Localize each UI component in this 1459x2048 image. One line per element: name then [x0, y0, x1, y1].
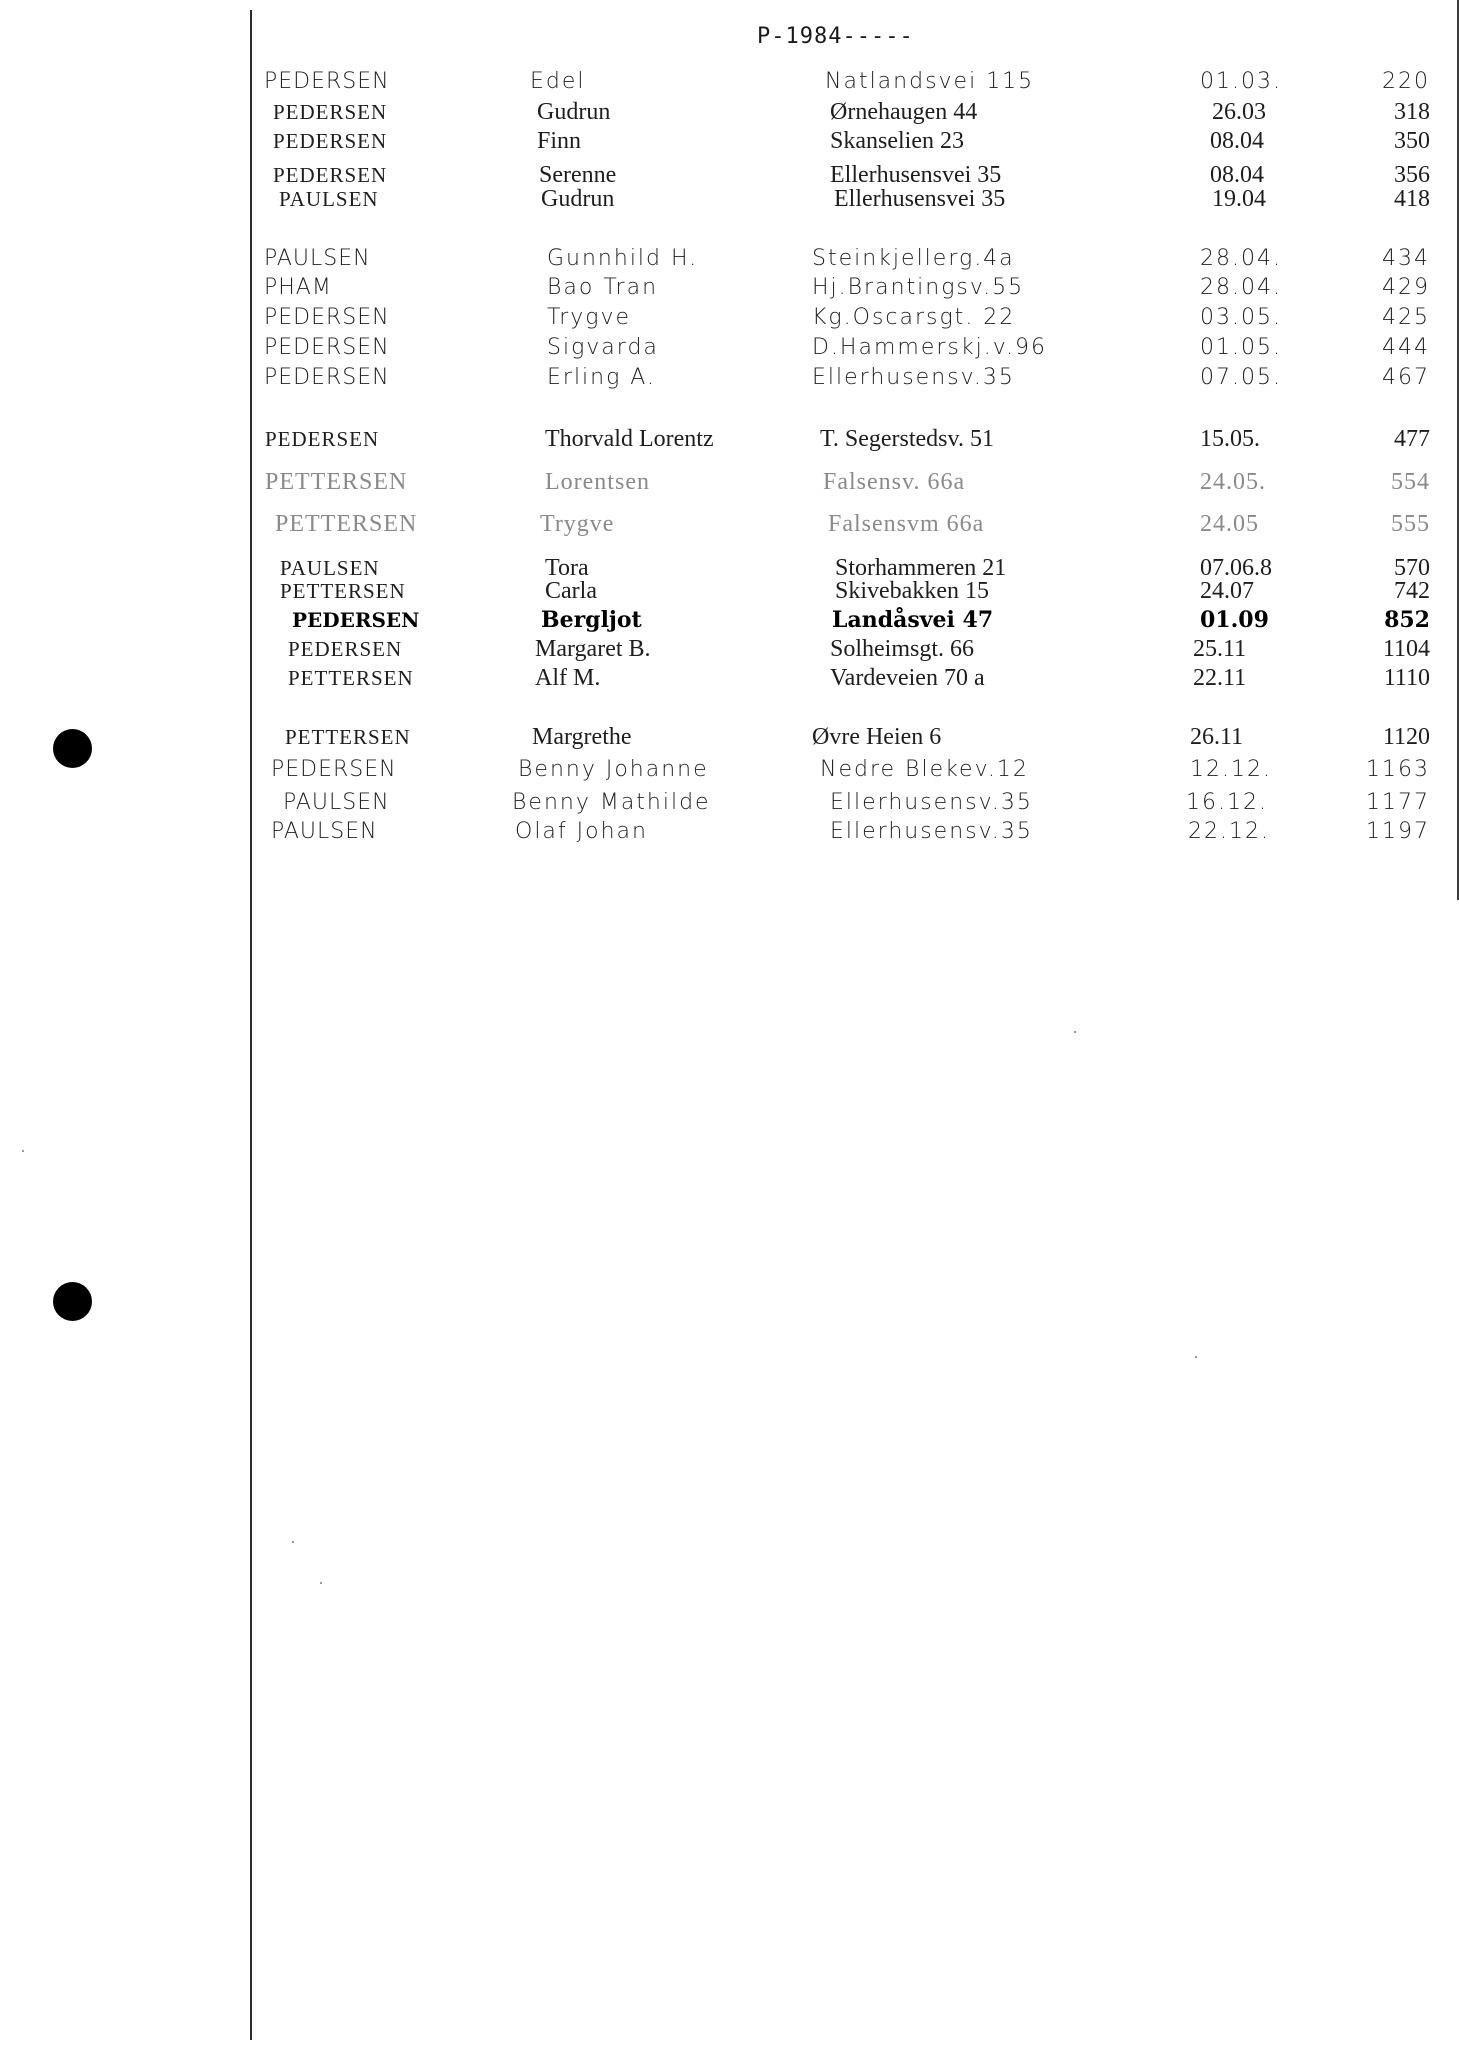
surname-cell: PEDERSEN	[264, 335, 390, 360]
surname-cell: PETTERSEN	[265, 469, 408, 495]
number-cell: 1120	[1382, 724, 1430, 750]
address-cell: Ellerhusensvei 35	[830, 162, 1002, 188]
paper-speck	[22, 1150, 24, 1152]
table-row	[0, 424, 1459, 454]
date-cell: 08.04	[1210, 162, 1264, 188]
address-cell: Solheimsgt. 66	[830, 636, 975, 662]
date-cell: 07.06.8	[1200, 555, 1272, 581]
given-name-cell: Edel	[530, 69, 586, 94]
date-cell: 26.03	[1212, 99, 1266, 125]
surname-cell: PEDERSEN	[273, 100, 388, 124]
table-row	[0, 576, 1459, 606]
given-name-cell: Alf M.	[535, 665, 601, 691]
given-name-cell: Margrethe	[532, 724, 632, 750]
address-cell: D.Hammerskj.v.96	[812, 335, 1048, 360]
given-name-cell: Bao Tran	[547, 275, 659, 300]
table-row	[0, 244, 1459, 274]
address-cell: Steinkjellerg.4a	[812, 246, 1015, 271]
paper-speck	[320, 1582, 322, 1584]
date-cell: 08.04	[1210, 128, 1264, 154]
surname-cell: PETTERSEN	[280, 579, 406, 603]
number-cell: 350	[1394, 128, 1430, 154]
paper-speck	[1195, 1356, 1197, 1358]
date-cell: 01.05.	[1200, 335, 1282, 360]
table-row	[0, 303, 1459, 333]
address-cell: Hj.Brantingsv.55	[812, 275, 1025, 300]
surname-cell: PEDERSEN	[264, 69, 390, 94]
number-cell: 742	[1394, 578, 1430, 604]
table-row	[0, 273, 1459, 303]
table-row	[0, 634, 1459, 664]
surname-cell: PETTERSEN	[288, 666, 414, 690]
table-row	[0, 363, 1459, 393]
table-row	[0, 126, 1459, 156]
address-cell: Skanselien 23	[830, 128, 964, 154]
table-row	[0, 817, 1459, 847]
address-cell: Ellerhusensv.35	[830, 819, 1033, 844]
surname-cell: PAULSEN	[264, 246, 371, 271]
given-name-cell: Carla	[545, 578, 597, 604]
given-name-cell: Lorentsen	[545, 469, 650, 495]
date-cell: 24.05	[1200, 511, 1259, 537]
table-row	[0, 97, 1459, 127]
surname-cell: PAULSEN	[280, 556, 380, 580]
table-row	[0, 467, 1459, 497]
surname-cell: PEDERSEN	[265, 427, 380, 451]
surname-cell: PETTERSEN	[275, 511, 418, 537]
table-row	[0, 333, 1459, 363]
number-cell: 555	[1391, 511, 1430, 537]
address-cell: T. Segerstedsv. 51	[820, 426, 994, 452]
surname-cell: PEDERSEN	[264, 365, 390, 390]
date-cell: 19.04	[1212, 186, 1266, 212]
date-cell: 01.03.	[1200, 69, 1282, 94]
given-name-cell: Thorvald Lorentz	[545, 426, 714, 452]
number-cell: 425	[1382, 305, 1430, 330]
surname-cell: PEDERSEN	[271, 757, 397, 782]
given-name-cell: Bergljot	[541, 607, 642, 633]
surname-cell: PEDERSEN	[273, 163, 388, 187]
given-name-cell: Erling A.	[547, 365, 656, 390]
punch-hole-bottom	[53, 1282, 92, 1321]
surname-cell: PAULSEN	[283, 790, 390, 815]
number-cell: 220	[1382, 69, 1430, 94]
date-cell: 16.12.	[1186, 790, 1268, 815]
address-cell: Ellerhusensv.35	[812, 365, 1015, 390]
given-name-cell: Finn	[537, 128, 582, 154]
date-cell: 22.11	[1193, 665, 1247, 691]
date-cell: 28.04.	[1200, 275, 1282, 300]
address-cell: Ellerhusensvei 35	[834, 186, 1006, 212]
address-cell: Øvre Heien 6	[812, 724, 942, 750]
date-cell: 22.12.	[1188, 819, 1270, 844]
date-cell: 07.05.	[1200, 365, 1282, 390]
address-cell: Vardeveien 70 a	[830, 665, 985, 691]
address-cell: Storhammeren 21	[835, 555, 1007, 581]
surname-cell: PEDERSEN	[273, 129, 388, 153]
date-cell: 26.11	[1190, 724, 1244, 750]
number-cell: 318	[1394, 99, 1430, 125]
number-cell: 852	[1384, 607, 1430, 633]
given-name-cell: Benny Mathilde	[512, 790, 711, 815]
given-name-cell: Trygve	[540, 511, 615, 537]
address-cell: Falsensvm 66a	[828, 511, 985, 537]
date-cell: 24.07	[1200, 578, 1254, 604]
given-name-cell: Gudrun	[541, 186, 615, 212]
table-row	[0, 184, 1459, 214]
given-name-cell: Serenne	[539, 162, 617, 188]
given-name-cell: Sigvarda	[547, 335, 659, 360]
table-row	[0, 605, 1459, 635]
number-cell: 570	[1394, 555, 1430, 581]
number-cell: 1163	[1366, 757, 1430, 782]
address-cell: Skivebakken 15	[835, 578, 989, 604]
number-cell: 1177	[1366, 790, 1430, 815]
given-name-cell: Olaf Johan	[515, 819, 648, 844]
table-row	[0, 67, 1459, 97]
number-cell: 554	[1391, 469, 1430, 495]
surname-cell: PHAM	[264, 275, 332, 300]
number-cell: 356	[1394, 162, 1430, 188]
address-cell: Kg.Oscarsgt. 22	[812, 305, 1016, 330]
number-cell: 444	[1382, 335, 1430, 360]
number-cell: 467	[1382, 365, 1430, 390]
number-cell: 434	[1382, 246, 1430, 271]
number-cell: 1104	[1382, 636, 1430, 662]
date-cell: 12.12.	[1190, 757, 1272, 782]
date-cell: 15.05.	[1200, 426, 1260, 452]
table-row	[0, 663, 1459, 693]
date-cell: 24.05.	[1200, 469, 1266, 495]
address-cell: Ellerhusensv.35	[830, 790, 1033, 815]
number-cell: 429	[1382, 275, 1430, 300]
address-cell: Ørnehaugen 44	[830, 99, 978, 125]
surname-cell: PAULSEN	[271, 819, 378, 844]
number-cell: 1197	[1366, 819, 1430, 844]
paper-speck	[292, 1541, 294, 1543]
number-cell: 418	[1394, 186, 1430, 212]
given-name-cell: Tora	[545, 555, 589, 581]
given-name-cell: Benny Johanne	[518, 757, 709, 782]
given-name-cell: Gudrun	[537, 99, 611, 125]
paper-speck	[1074, 1031, 1076, 1033]
number-cell: 1110	[1383, 665, 1430, 691]
given-name-cell: Margaret B.	[535, 636, 651, 662]
address-cell: Landåsvei 47	[832, 607, 994, 633]
surname-cell: PEDERSEN	[292, 608, 420, 632]
given-name-cell: Gunnhild H.	[547, 246, 699, 271]
surname-cell: PEDERSEN	[264, 305, 390, 330]
table-row	[0, 722, 1459, 752]
date-cell: 01.09	[1200, 607, 1269, 633]
table-row	[0, 755, 1459, 785]
date-cell: 25.11	[1193, 636, 1247, 662]
table-row	[0, 788, 1459, 818]
surname-cell: PAULSEN	[279, 187, 379, 211]
surname-cell: PEDERSEN	[288, 637, 403, 661]
page-header-code: P-1984-----	[757, 24, 914, 49]
address-cell: Falsensv. 66a	[823, 469, 966, 495]
date-cell: 28.04.	[1200, 246, 1282, 271]
address-cell: Natlandsvei 115	[825, 69, 1035, 94]
address-cell: Nedre Blekev.12	[820, 757, 1029, 782]
table-row	[0, 509, 1459, 539]
surname-cell: PETTERSEN	[285, 725, 411, 749]
given-name-cell: Trygve	[547, 305, 632, 330]
date-cell: 03.05.	[1200, 305, 1282, 330]
number-cell: 477	[1394, 426, 1430, 452]
